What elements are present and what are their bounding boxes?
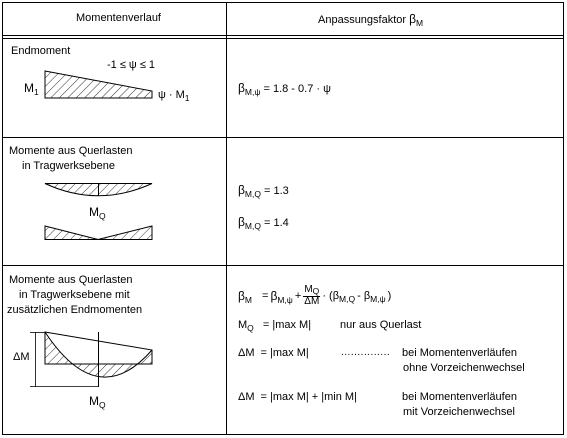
- kombiniert-title-line1: Momente aus Querlasten: [9, 274, 133, 286]
- querlast-diagram-1: [45, 183, 152, 196]
- m1-label: $M_1$: [24, 81, 39, 97]
- psi-range: -1 ≤ ψ ≤ 1: [107, 59, 156, 71]
- note-ohne-vzw-line1: bei Momentenverläufen: [402, 347, 517, 359]
- note-ohne-vzw-line2: ohne Vorzeichenwechsel: [403, 362, 525, 374]
- kombiniert-title-line2: in Tragwerksebene mit: [19, 289, 130, 301]
- dotted-leader: ...............: [341, 347, 391, 358]
- header-anpassungsfaktor: Anpassungsfaktor $\beta_M$: [318, 12, 424, 28]
- querlast-diagram-2: [45, 226, 152, 240]
- fraction-mq-over-dm: $\frac{M_Q}{\Delta M}$: [304, 284, 320, 307]
- endmoment-diagram: [45, 71, 152, 98]
- querlast-title-line1: Momente aus Querlasten: [9, 145, 133, 157]
- formula-mq-max: $M_Q = |\max$ M|: [238, 319, 312, 333]
- kombiniert-title-line3: zusätzlichen Endmomenten: [7, 304, 143, 316]
- note-mit-vzw-line2: mit Vorzeichenwechsel: [403, 406, 515, 418]
- mq-label-row3: $M_Q$: [89, 394, 106, 410]
- formula-beta-m-combined: $\beta_M$ = $\beta_{M,\psi}$ + $\frac{M_Q}{\Delta M}$ · (β M,Q - β M,ψ ): [238, 284, 392, 307]
- psi-m1-label: $\psi \cdot M_1$: [158, 89, 190, 103]
- note-nur-aus-querlast: nur aus Querlast: [340, 319, 422, 331]
- formula-dm-max-min: ΔM = |max M| + |min M|: [238, 391, 357, 403]
- kombiniert-diagram: [30, 332, 152, 387]
- note-mit-vzw-line1: bei Momentenverläufen: [402, 391, 517, 403]
- formula-beta-mq-2: $\beta_{M,Q} = 1.4$: [238, 215, 289, 231]
- formula-beta-m-psi: $\beta_{M,\psi} = 1.8 - 0.7 \cdot \psi$: [238, 81, 331, 97]
- header-momentenverlauf: Momentenverlauf: [76, 12, 161, 24]
- querlast-title-line2: in Tragwerksebene: [22, 160, 115, 172]
- delta-m-label: ΔM: [13, 351, 30, 363]
- endmoment-title: Endmoment: [11, 45, 71, 57]
- formula-dm-max: ΔM = |max M|: [238, 347, 309, 359]
- mq-label-row2: $M_Q$: [89, 205, 106, 221]
- formula-beta-mq-1: $\beta_{M,Q} = 1.3$: [238, 183, 289, 199]
